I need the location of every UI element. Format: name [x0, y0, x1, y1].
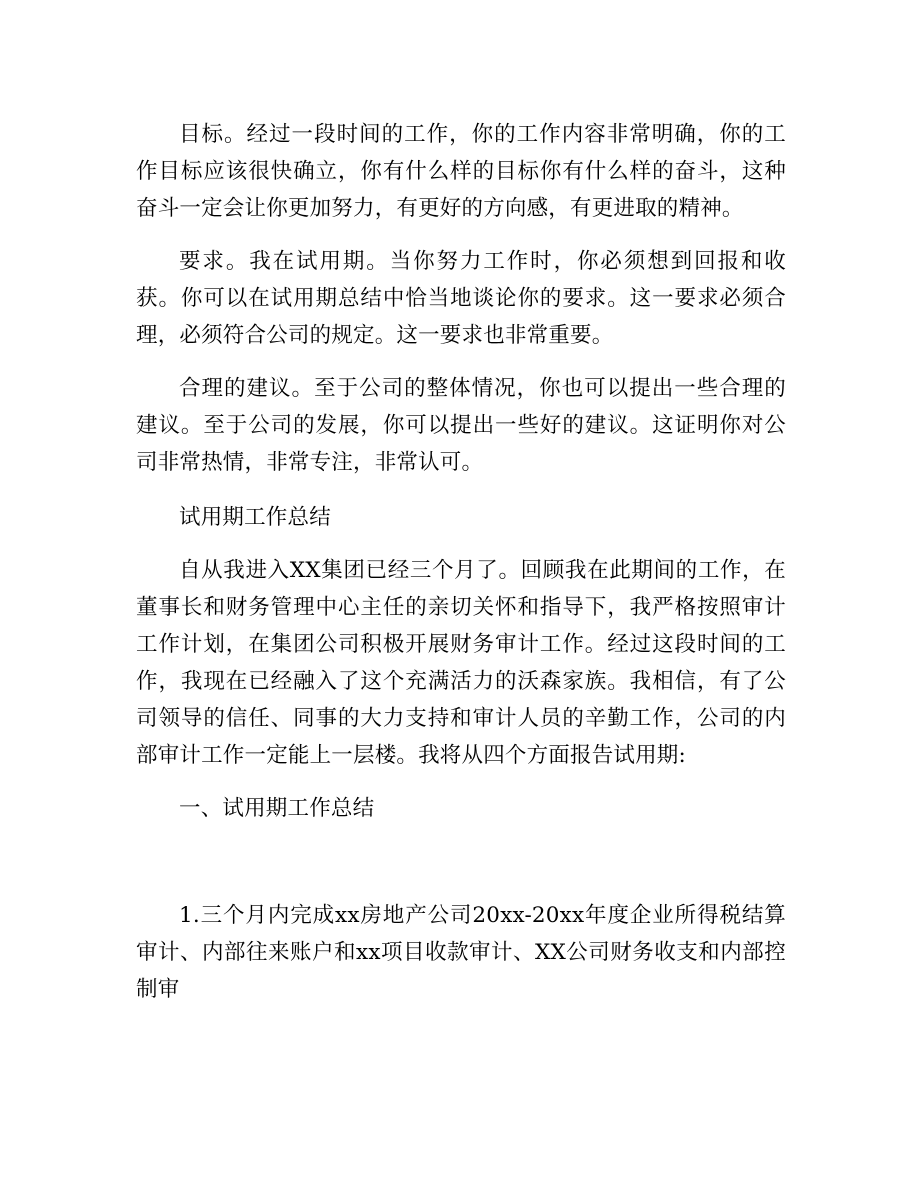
document-body [136, 116, 786, 1008]
section-heading-summary: 一、试用期工作总结 [179, 796, 375, 821]
list-item-1: 1.三个月内完成xx房地产公司20xx-20xx年度企业所得税结算审计、内部往来账户和xx项目收款审计、XX公司财务收支和内部控制审 [136, 903, 786, 1002]
paragraph-introduction: 自从我进入XX集团已经三个月了。回顾我在此期间的工作，在董事长和财务管理中心主任的亲切关怀和指导下，我严格按照审计工作计划，在集团公司积极开展财务审计工作。经过这段时间的工作，我现在已经融入了这个充满活力的沃森家族。我相信，有了公司领导的信任、同事的大力支持和审计人员的辛勤工作，公司的内部审计工作一定能上一层楼。我将从四个方面报告试用期: [136, 558, 786, 768]
section-title: 试用期工作总结 [179, 505, 331, 530]
paragraph-goal: 目标。经过一段时间的工作，你的工作内容非常明确，你的工作目标应该很快确立，你有什么样的目标你有什么样的奋斗，这种奋斗一定会让你更加努力，有更好的方向感，有更进取的精神。 [136, 122, 786, 221]
paragraph-requirement: 要求。我在试用期。当你努力工作时，你必须想到回报和收获。你可以在试用期总结中恰当地谈论你的要求。这一要求必须合理，必须符合公司的规定。这一要求也非常重要。 [136, 249, 786, 348]
paragraph-suggestion: 合理的建议。至于公司的整体情况，你也可以提出一些合理的建议。至于公司的发展，你可以提出一些好的建议。这证明你对公司非常热情，非常专注，非常认可。 [136, 376, 786, 475]
